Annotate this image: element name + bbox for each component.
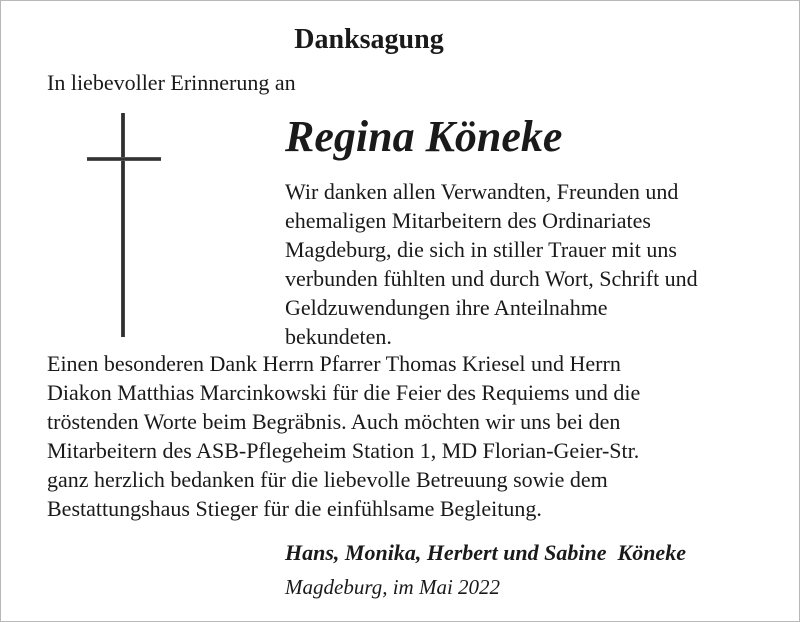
thanks-paragraph — [285, 177, 698, 351]
text-line: Diakon Matthias Marcinkowski für die Feier des Requiems und die — [47, 380, 641, 405]
text-line: Einen besonderen Dank Herrn Pfarrer Thomas Kriesel und Herrn — [47, 351, 621, 376]
text-line: Geldzuwendungen ihre Anteilnahme — [285, 295, 608, 320]
text-line: ganz herzlich bedanken für die liebevolle Betreuung sowie dem — [47, 467, 608, 492]
notice-heading: Danksagung — [294, 24, 444, 55]
deceased-name: Regina Köneke — [285, 112, 563, 161]
text-line: Mitarbeitern des ASB-Pflegeheim Station 1, MD Florian-Geier-Str. — [47, 438, 640, 463]
cross-horizontal-beam — [87, 157, 161, 161]
text-line: Wir danken allen Verwandten, Freunden und — [285, 179, 679, 204]
text-line: ehemaligen Mitarbeitern des Ordinariates — [285, 208, 651, 233]
text-line: Bestattungshaus Stieger für die einfühlsame Begleitung. — [47, 496, 542, 521]
cross-vertical-beam — [121, 113, 125, 337]
special-thanks-paragraph — [47, 349, 640, 523]
cross-icon — [87, 113, 161, 337]
text-line: verbunden fühlten und durch Wort, Schrift und — [285, 266, 698, 291]
text-line: bekundeten. — [285, 324, 392, 349]
intro-text: In liebevoller Erinnerung an — [47, 70, 296, 95]
text-line: Magdeburg, die sich in stiller Trauer mit uns — [285, 237, 677, 262]
text-line: tröstenden Worte beim Begräbnis. Auch möchten wir uns bei den — [47, 409, 621, 434]
place-date: Magdeburg, im Mai 2022 — [285, 575, 501, 599]
signature: Hans, Monika, Herbert und Sabine Köneke — [285, 540, 686, 565]
